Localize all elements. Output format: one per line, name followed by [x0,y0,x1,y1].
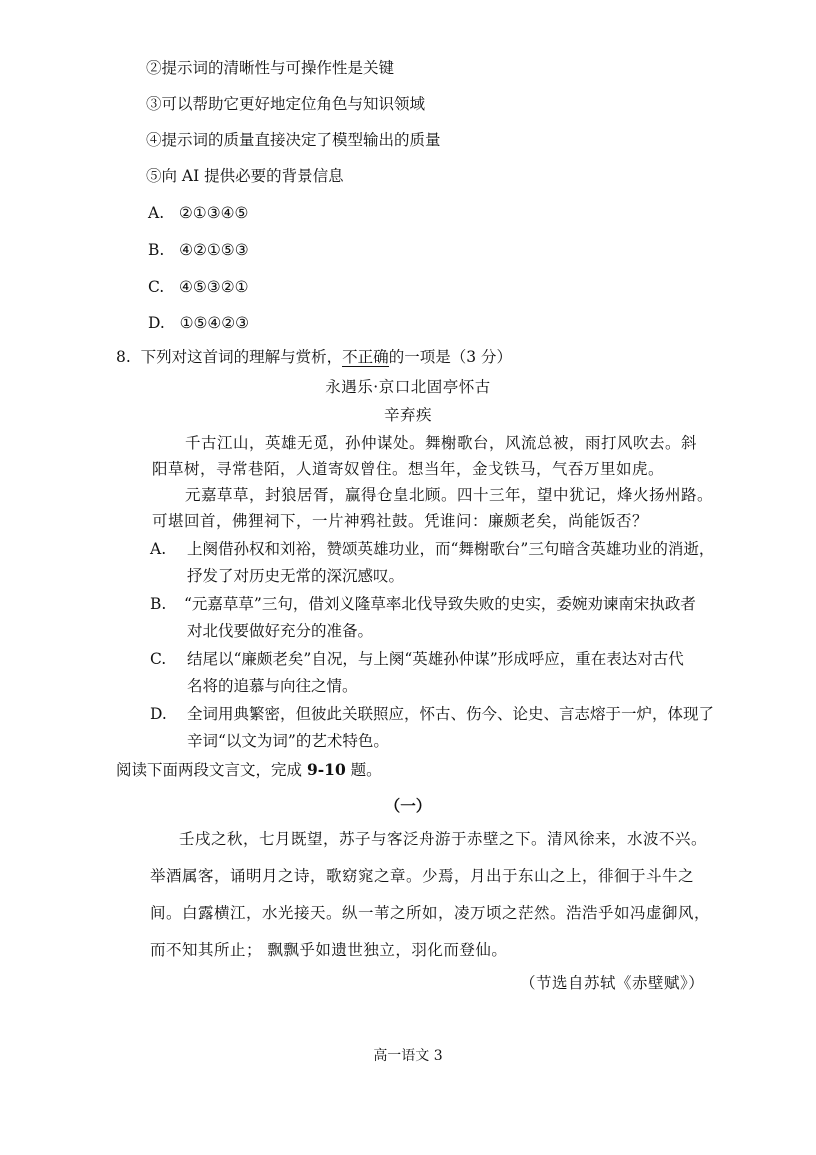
page-footer: 高一语文 3 [373,1048,443,1064]
q8-option-d-line1: 全词用典繁密，但彼此关联照应，怀古、伤今、论史、言志熔于一炉，体现了 [187,705,715,723]
option-text: ①⑤④②③ [179,314,250,332]
q8-option-a-line2: 抒发了对历史无常的深沉感叹。 [187,567,405,585]
q8-option-a-letter: A. [150,540,167,558]
statement-3: ③可以帮助它更好地定位角色与知识领域 [146,95,426,113]
passage-line: 举酒属客，诵明月之诗，歌窈窕之章。少焉，月出于东山之上，徘徊于斗牛之 [150,867,695,885]
q7-option-a [148,203,248,223]
passage-source: （节选自苏轼《赤壁赋》） [520,974,705,992]
reading-instruction [116,760,382,780]
poem-title: 永遇乐·京口北固亭怀古 [325,378,491,396]
stem-emphasis: 不正确 [342,348,389,366]
statement-4: ④提示词的质量直接决定了模型输出的质量 [146,131,441,149]
statement-5: ⑤向 AI 提供必要的背景信息 [146,167,344,185]
q7-option-b [148,240,249,260]
instruction-range: 9-10 [306,760,346,779]
q8-option-b-line2: 对北伐要做好充分的准备。 [187,622,374,640]
q8-option-a-line1: 上阕借孙权和刘裕，赞颂英雄功业，而“舞榭歌台”三句暗含英雄功业的消逝， [187,540,715,558]
statement-2: ②提示词的清晰性与可操作性是关键 [146,59,395,77]
poem-line: 可堪回首，佛狸祠下，一片神鸦社鼓。凭谁问：廉颇老矣，尚能饭否？ [152,512,649,530]
question-8-stem [116,347,512,367]
option-letter: C. [148,278,165,296]
section-label: （一） [384,796,432,815]
passage-line: 间。白露横江，水光接天。纵一苇之所如，凌万顷之茫然。浩浩乎如冯虚御风， [150,904,711,922]
poem-line: 元嘉草草，封狼居胥，赢得仓皇北顾。四十三年，望中犹记，烽火扬州路。 [185,486,714,504]
option-letter: B. [148,241,165,259]
poem-author: 辛弃疾 [383,406,432,424]
passage-line: 而不知其所止； 飘飘乎如遗世独立，羽化而登仙。 [150,941,508,959]
q8-option-d-letter: D. [150,705,167,723]
option-letter: D. [148,314,165,332]
question-number: 8. [116,348,131,366]
option-letter: A. [148,204,165,222]
q8-option-c-line1: 结尾以“廉颇老矣”自况，与上阕“英雄孙仲谋”形成呼应，重在表达对古代 [187,650,684,668]
poem-line: 阳草树，寻常巷陌，人道寄奴曾住。想当年，金戈铁马，气吞万里如虎。 [152,460,665,478]
stem-text-post: 的一项是（3 分） [388,348,512,366]
q8-option-b-line1: “元嘉草草”三句，借刘义隆草率北伐导致失败的史实，委婉劝谏南宋执政者 [184,595,696,613]
q8-option-c-letter: C. [150,650,167,668]
instruction-post: 题。 [345,761,382,779]
passage-line: 壬戌之秋，七月既望，苏子与客泛舟游于赤壁之下。清风徐来，水波不兴。 [179,830,708,848]
option-text: ④⑤③②① [179,278,249,296]
q7-option-d [148,313,249,333]
poem-line: 千古江山，英雄无觅，孙仲谋处。舞榭歌台，风流总被，雨打风吹去。斜 [185,434,698,452]
instruction-pre: 阅读下面两段文言文，完成 [116,761,307,779]
q8-option-c-line2: 名将的追慕与向往之情。 [187,677,358,695]
q8-option-d-line2: 辛词“以文为词”的艺术特色。 [187,732,389,750]
stem-text-pre: 下列对这首词的理解与赏析， [140,348,343,366]
option-text: ②①③④⑤ [178,204,249,222]
q8-option-b-letter: B. [150,595,167,613]
q7-option-c [148,277,249,297]
option-text: ④②①⑤③ [179,241,249,259]
